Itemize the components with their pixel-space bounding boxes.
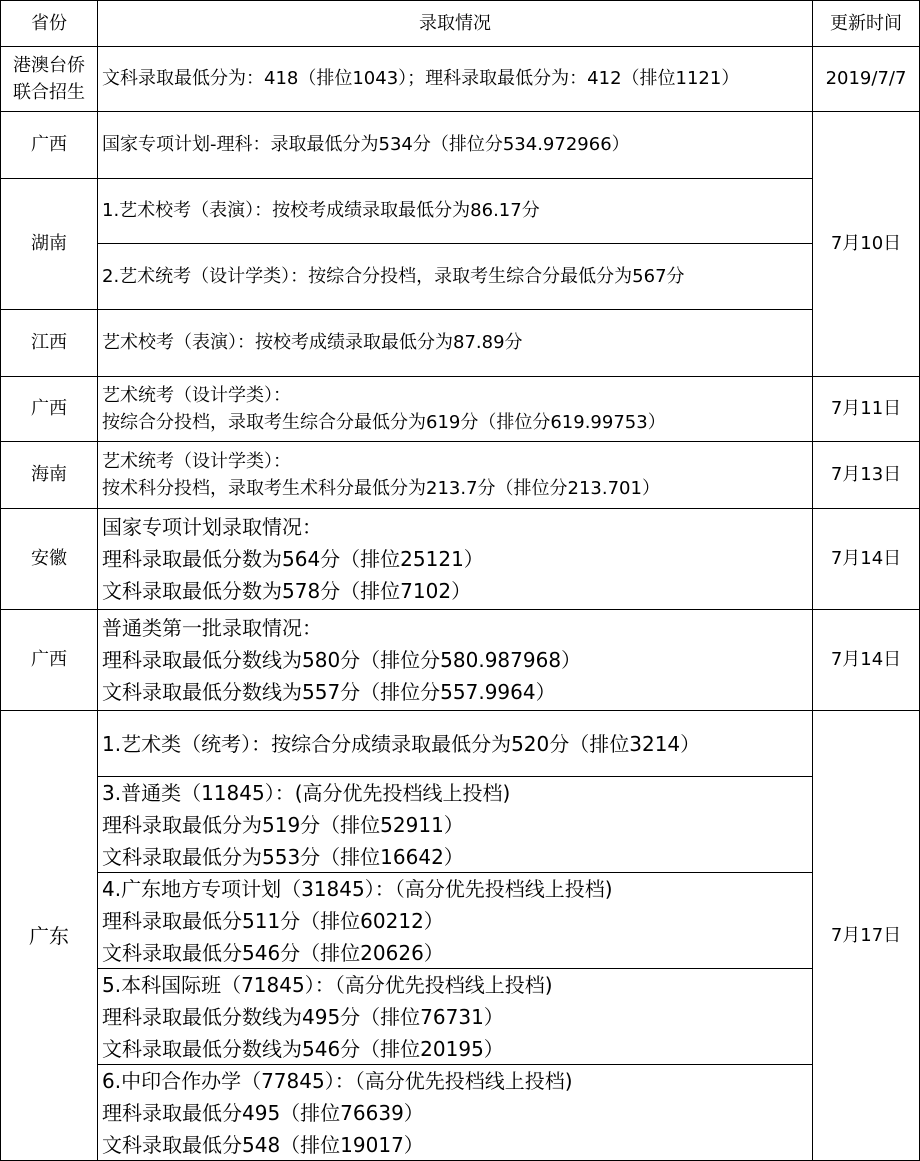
- province-line: 联合招生: [13, 82, 85, 103]
- admission-cell: [98, 777, 812, 872]
- date-cell: 7月14日: [830, 649, 902, 670]
- date-cell: 7月10日: [830, 233, 902, 254]
- province-cell: 广西: [31, 134, 67, 155]
- admission-line: 理科录取最低分数线为580分（排位分580.987968）: [102, 648, 582, 672]
- admission-line: 1.艺术校考（表演）：按校考成绩录取最低分为86.17分: [102, 200, 540, 221]
- date-cell: 7月14日: [830, 548, 902, 569]
- admission-cell: [98, 47, 812, 111]
- province-cell: 广西: [31, 398, 67, 419]
- province-cell: [1, 47, 97, 111]
- admission-line: 6.中印合作办学（77845）：（高分优先投档线上投档): [102, 1068, 573, 1093]
- admission-line: 文科录取最低分546分（排位20626）: [102, 940, 444, 965]
- admission-line: 理科录取最低分数线为495分（排位76731）: [102, 1004, 504, 1029]
- admission-cell: [98, 711, 812, 776]
- admission-cell: [98, 310, 812, 376]
- admission-line: 艺术校考（表演）：按校考成绩录取最低分为87.89分: [102, 332, 523, 353]
- admission-cell: [98, 969, 812, 1064]
- admission-line: 3.普通类（11845）：(高分优先投档线上投档): [102, 780, 511, 805]
- province-cell: 广东: [29, 923, 69, 948]
- header-admission: 录取情况: [419, 12, 491, 34]
- admission-line: 2.艺术统考（设计学类）：按综合分投档，录取考生综合分最低分为567分: [102, 265, 685, 287]
- admission-line: 艺术统考（设计学类）：: [102, 385, 291, 406]
- province-cell: 海南: [31, 464, 67, 485]
- admission-line: 按术科分投档，录取考生术科分最低分为213.7分（排位分213.701）: [102, 478, 660, 499]
- admission-line: 文科录取最低分数线为557分（排位分557.9964）: [102, 680, 556, 704]
- admission-cell: [98, 610, 812, 710]
- province-cell: 安徽: [31, 548, 67, 569]
- header-province: 省份: [31, 12, 67, 34]
- date-cell: 2019/7/7: [825, 68, 907, 89]
- header-updated: 更新时间: [830, 12, 902, 34]
- admission-cell: [98, 377, 812, 441]
- date-cell: 7月17日: [830, 924, 902, 946]
- admission-cell: [98, 442, 812, 508]
- admission-cell: [98, 873, 812, 968]
- admission-line: 国家专项计划录取情况：: [102, 515, 322, 539]
- admission-line: 文科录取最低分为553分（排位16642）: [102, 844, 464, 869]
- admission-cell: [98, 244, 812, 309]
- admission-cell: [98, 509, 812, 609]
- admission-line: 文科录取最低分数线为546分（排位20195）: [102, 1036, 504, 1061]
- admission-line: 5.本科国际班（71845）：（高分优先投档线上投档): [102, 972, 553, 997]
- admission-line: 国家专项计划-理科：录取最低分为534分（排位分534.972966）: [102, 134, 630, 155]
- admission-cell: [98, 1065, 812, 1160]
- admission-line: 1.艺术类（统考）：按综合分成绩录取最低分为520分（排位3214）: [102, 731, 701, 756]
- admission-line: 文科录取最低分为：418（排位1043）；理科录取最低分为：412（排位1121）: [102, 68, 740, 89]
- date-cell: 7月13日: [830, 464, 902, 485]
- admission-line: 艺术统考（设计学类）：: [102, 451, 291, 472]
- admission-line: 文科录取最低分数为578分（排位7102）: [102, 579, 472, 603]
- admission-line: 按综合分投档，录取考生综合分最低分为619分（排位分619.99753）: [102, 412, 666, 433]
- admission-line: 理科录取最低分495（排位76639）: [102, 1100, 424, 1125]
- province-line: 港澳台侨: [13, 55, 85, 76]
- admission-cell: [98, 179, 812, 243]
- admission-line: 理科录取最低分为519分（排位52911）: [102, 812, 464, 837]
- admission-line: 理科录取最低分511分（排位60212）: [102, 908, 444, 933]
- admission-line: 普通类第一批录取情况：: [102, 616, 322, 640]
- admission-line: 4.广东地方专项计划（31845）：（高分优先投档线上投档): [102, 876, 613, 901]
- province-cell: 江西: [31, 332, 67, 353]
- admission-cell: [98, 112, 812, 178]
- date-cell: 7月11日: [830, 398, 902, 419]
- admission-line: 文科录取最低分548（排位19017）: [102, 1132, 424, 1157]
- admission-line: 理科录取最低分数为564分（排位25121）: [102, 547, 484, 571]
- province-cell: 湖南: [31, 233, 67, 254]
- province-cell: 广西: [31, 649, 67, 670]
